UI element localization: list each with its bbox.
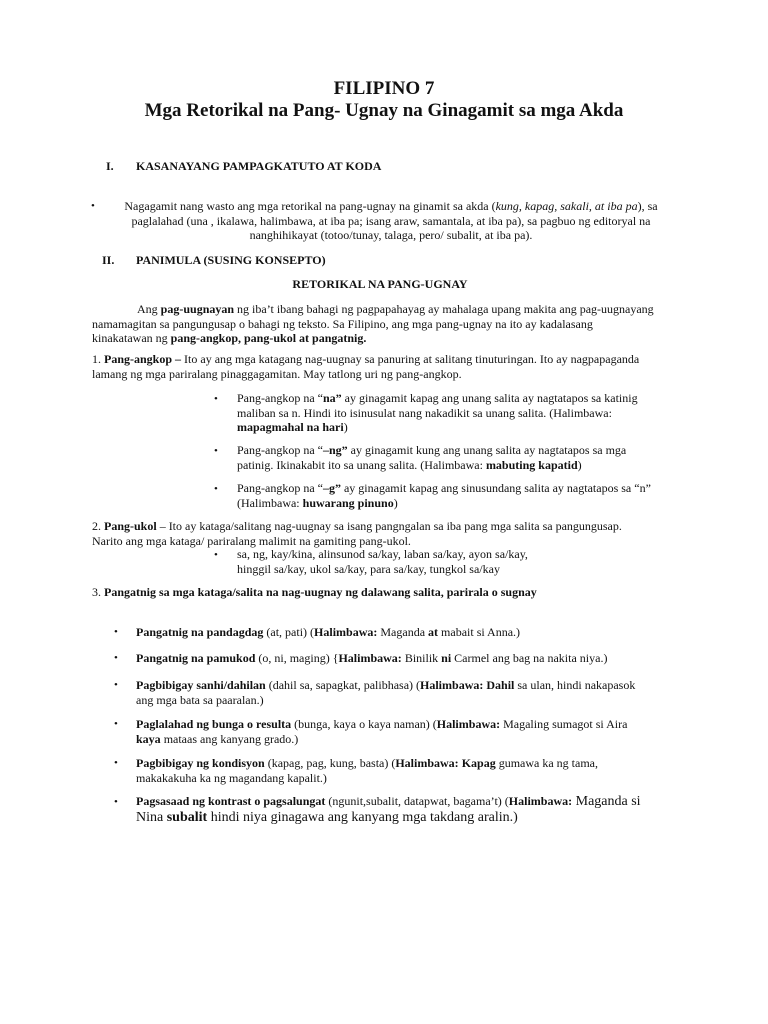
item-line [136, 756, 696, 771]
pangatnig-bullet-4: • [114, 718, 118, 730]
text: hindi niya ginagawa ang kanyang mga takdang aralin.) [207, 809, 518, 825]
item-line: maliban sa n. Hindi ito isinusulat nang nakadikit sa unang salita. (Halimbawa: [237, 405, 612, 420]
text: Pang-angkop na “ [237, 391, 323, 405]
text: ) [393, 495, 398, 510]
text-bold: kaya [136, 731, 161, 746]
pangangkop-item-ng [237, 443, 679, 472]
pangukol-list-line-2: hinggil sa/kay, ukol sa/kay, para sa/kay, tungkol sa/kay [237, 561, 500, 576]
pangatnig-item-pamukod [136, 651, 696, 666]
text-bold: Halimbawa: [395, 756, 459, 770]
pangatnig-item-sanhi [136, 678, 696, 707]
pangatnig-item-kontrast [136, 794, 716, 826]
text-bold: Pangatnig na pamukod [136, 651, 256, 665]
text: patinig. Ikinakabit ito sa unang salita. (Halimbawa: [237, 457, 486, 472]
pangangkop-bullet-2: • [214, 445, 218, 457]
page-subtitle: Mga Retorikal na Pang- Ugnay na Ginagamit sa mga Akda [144, 100, 624, 121]
text: Nina [136, 809, 167, 825]
section-1-line-1 [108, 199, 674, 214]
pangangkop-item-na [237, 391, 679, 435]
item-line [237, 458, 679, 473]
item-line [136, 794, 716, 810]
item-line [136, 810, 716, 826]
text-bold: Pangatnig na pandagdag [136, 625, 264, 639]
text-bold: Dahil [486, 678, 515, 692]
text: Nagagamit nang wasto ang mga retorikal na pang-ugnay na ginamit sa akda ( [124, 199, 496, 213]
text-bold: pag-uugnayan [160, 302, 235, 316]
text: Carmel ang bag na nakita niya.) [451, 651, 608, 665]
item-line [136, 625, 696, 640]
text-bold: –ng” [322, 443, 348, 457]
section-2-heading: PANIMULA (SUSING KONSEPTO) [136, 253, 326, 267]
item-line [237, 443, 679, 458]
pangukol-bullet: • [214, 549, 218, 561]
text-italic: kung, kapag, sakali, at iba pa [495, 199, 638, 213]
text: Magaling sumagot si Aira [500, 717, 628, 731]
section-1-paragraph [108, 199, 674, 243]
text: Ang [137, 302, 161, 316]
pangatnig-item-bunga [136, 717, 696, 746]
text: kinakatawan ng [92, 331, 171, 345]
text: ay ginagamit kapag ang sinusundang salita ay nagtatapos sa “n” [340, 481, 651, 495]
text: ay ginagamit kung ang unang salita ay nagtatapos sa mga [347, 443, 627, 457]
pangatnig-bullet-1: • [114, 626, 118, 638]
text: (at, pati) ( [263, 625, 315, 639]
item-line [136, 678, 696, 693]
pangukol-list-line-1: sa, ng, kay/kina, alinsunod sa/kay, laban sa/kay, ayon sa/kay, [237, 547, 528, 561]
text-bold: Paglalahad ng bunga o resulta [136, 717, 292, 731]
text: 2. [92, 519, 104, 533]
pangatnig-item-pandagdag [136, 625, 696, 640]
text: Pang-angkop na “ [237, 443, 323, 457]
pangangkop-bullet-3: • [214, 483, 218, 495]
pangangkop-line-1 [92, 352, 676, 367]
item-line [237, 420, 679, 435]
text: Maganda [377, 625, 429, 639]
text-bold: –g” [322, 481, 341, 495]
text: mataas ang kanyang grado.) [160, 731, 299, 746]
pangangkop-paragraph [92, 352, 676, 381]
text: ng iba’t ibang bahagi ng pagpapahayag ay mahalaga upang makita ang pag-uugnayang [234, 302, 654, 316]
text: (Halimbawa: [237, 495, 303, 510]
text: 3. [92, 585, 104, 599]
text: (dahil sa, sapagkat, palibhasa) ( [265, 678, 421, 692]
pangatnig-item-kondisyon [136, 756, 696, 785]
section-1-line-2: paglalahad (una , ikalawa, halimbawa, at iba pa; isang araw, samantala, at iba pa), sa pagbuo ng editoryal na [131, 213, 651, 228]
section-1-heading: KASANAYANG PAMPAGKATUTO AT KODA [136, 159, 382, 173]
text-bold: Kapag [461, 756, 496, 770]
text-bold: Pagbibigay sanhi/dahilan [136, 678, 266, 692]
intro-line-2: namamagitan sa pangungusap o bahagi ng teksto. Sa Filipino, ang mga pang-ugnay na ito ay kadalasang [92, 316, 593, 331]
text: Binilik [401, 651, 442, 665]
section-2-subheading: RETORIKAL NA PANG-UGNAY [292, 277, 468, 291]
item-line [136, 651, 696, 666]
intro-line-3 [92, 331, 676, 346]
text-bold: Pagbibigay ng kondisyon [136, 756, 265, 770]
item-line [237, 496, 679, 511]
text: Ito ay ang mga katagang nag-uugnay sa panuring at salitang tinuturingan. Ito ay nagpapaganda [181, 352, 640, 366]
pangukol-line-2: Narito ang mga kataga/ pariralang malimit na gamiting pang-ukol. [92, 533, 411, 548]
pangangkop-bullet-1: • [214, 393, 218, 405]
item-line [136, 717, 696, 732]
text-bold: Pagsasaad ng kontrast o pagsalungat [136, 794, 326, 808]
text-bold: subalit [166, 809, 208, 825]
text: ay ginagamit kapag ang unang salita ay nagtatapos sa katinig [341, 391, 638, 405]
text: gumawa ka ng tama, [495, 756, 599, 770]
text-bold: Halimbawa: [508, 794, 573, 808]
item-line [237, 481, 679, 496]
text-bold: Halimbawa: [314, 625, 378, 639]
text-bold: Pang-angkop – [104, 352, 182, 366]
text: – Ito ay kataga/salitang nag-uugnay sa isang pangngalan sa iba pang mga salita sa pangungusap. [156, 519, 622, 533]
text-bold: Halimbawa: [436, 717, 501, 731]
section-1-number: I. [106, 159, 114, 173]
text-bold: mapagmahal na hari [237, 420, 344, 434]
text: (bunga, kaya o kaya naman) ( [291, 717, 437, 731]
section-1-line-3: nanghihikayat (totoo/tunay, talaga, pero/ subalit, at iba pa). [249, 228, 533, 242]
text: ), sa [637, 199, 658, 213]
text: (o, ni, maging) { [255, 651, 339, 665]
text-bold: at [428, 625, 439, 639]
intro-paragraph [92, 302, 676, 346]
item-line: makakakuha ka ng magandang kapalit.) [136, 770, 327, 785]
text: (ngunit,subalit, datapwat, bagama’t) ( [325, 794, 509, 808]
pangatnig-heading [92, 585, 680, 600]
text-bold: Halimbawa: [420, 678, 484, 692]
text: 1. [92, 352, 104, 366]
item-line: ang mga bata sa paaralan.) [136, 692, 264, 707]
pangatnig-bullet-6: • [114, 796, 118, 808]
text-bold: Halimbawa: [338, 651, 402, 665]
text-bold: Pangatnig sa mga kataga/salita na nag-uugnay ng dalawang salita, parirala o sugnay [104, 585, 537, 599]
text-bold: na” [322, 391, 342, 405]
text: ) [343, 420, 348, 434]
item-line [237, 391, 679, 406]
section-2-number: II. [102, 253, 115, 267]
pangangkop-item-g [237, 481, 679, 510]
intro-line-1 [92, 302, 676, 317]
pangukol-line-1 [92, 519, 680, 534]
pangukol-paragraph [92, 519, 680, 548]
text-bold: mabuting kapatid [485, 457, 578, 472]
text: (kapag, pag, kung, basta) ( [264, 756, 396, 770]
text: Pang-angkop na “ [237, 481, 323, 495]
text: sa ulan, hindi nakapasok [514, 678, 636, 692]
pangatnig-bullet-5: • [114, 757, 118, 769]
section-1-bullet: • [91, 200, 95, 212]
text: ) [577, 457, 582, 472]
pangukol-list [237, 547, 677, 576]
pangatnig-bullet-2: • [114, 652, 118, 664]
item-line [136, 732, 696, 747]
text: Maganda si [572, 794, 641, 809]
text-bold: huwarang pinuno [302, 495, 394, 510]
text-bold: Pang-ukol [104, 519, 157, 533]
text: mabait si Anna.) [438, 625, 521, 639]
text-bold: ni [441, 651, 452, 665]
pangatnig-bullet-3: • [114, 679, 118, 691]
text-bold: pang-angkop, pang-ukol at pangatnig. [170, 331, 367, 345]
pangangkop-line-2: lamang ng mga pariralang pinaggagamitan. May tatlong uri ng pang-angkop. [92, 366, 462, 381]
page-title: FILIPINO 7 [333, 78, 435, 99]
